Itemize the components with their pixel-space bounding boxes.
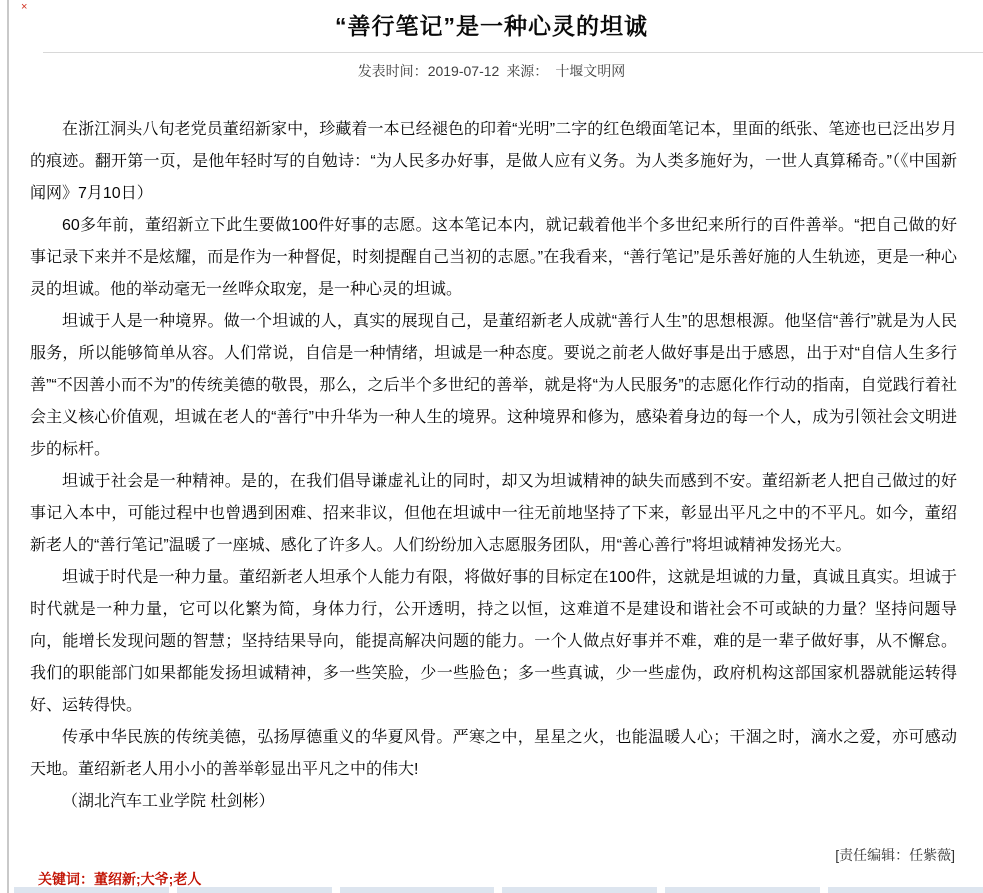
footer-bar-segment xyxy=(14,887,169,893)
footer-bar-segment xyxy=(665,887,820,893)
header-divider xyxy=(43,52,983,53)
source-label: 来源： xyxy=(506,63,549,79)
publish-time-label: 发表时间： xyxy=(357,63,428,79)
footer-bar-segment xyxy=(177,887,332,893)
source-value: 十堰文明网 xyxy=(555,63,626,79)
footer-bar xyxy=(14,887,983,893)
paragraph-closing: 传承中华民族的传统美德，弘扬厚德重义的华夏风骨。严寒之中，星星之火，也能温暖人心；干涸之时，滴水之爱，亦可感动天地。董绍新老人用小小的善举彰显出平凡之中的伟大! xyxy=(30,729,957,778)
publish-time-value: 2019-07-12 xyxy=(427,63,500,79)
footer-bar-segment xyxy=(828,887,983,893)
paragraph-strength: 坦诚于时代是一种力量。董绍新老人坦承个人能力有限，将做好事的目标定在100件，这就是坦诚的力量，真诚且真实。坦诚于时代就是一种力量，它可以化繁为简，身体力行，公开透明，持之以恒，这难道不是建设和谐社会不可或缺的力量？坚持问题导向，能增长发现问题的智慧；坚持结果导向，能提高解决问题的能力。一个人做点好事并不难，难的是一辈子做好事，从不懈怠。我们的职能部门如果都能发扬坦诚精神，多一些笑脸，少一些脸色；多一些真诚，少一些虚伪，政府机构这部国家机器就能运转得好、运转得快。 xyxy=(30,569,957,714)
paragraph-spirit: 坦诚于社会是一种精神。是的，在我们倡导谦虚礼让的同时，却又为坦诚精神的缺失而感到不安。董绍新老人把自己做过的好事记入本中，可能过程中也曾遇到困难、招来非议，但他在坦诚中一往无前地坚持了下来，彰显出平凡之中的不平凡。如今，董绍新老人的“善行笔记”温暖了一座城、感化了许多人。人们纷纷加入志愿服务团队，用“善心善行”将坦诚精神发扬光大。 xyxy=(30,473,957,554)
keywords-value[interactable]: 董绍新;大爷;老人 xyxy=(94,871,202,887)
broken-image-icon: × xyxy=(21,1,28,13)
article-body xyxy=(30,114,957,818)
article-title: “善行笔记”是一种心灵的坦诚 xyxy=(335,13,648,39)
footer-bar-segment xyxy=(340,887,495,893)
paragraph-vow: 60多年前，董绍新立下此生要做100件好事的志愿。这本笔记本内，就记载着他半个多世纪来所行的百件善举。“把自己做的好事记录下来并不是炫耀，而是作为一种督促，时刻提醒自己当初的志愿。”在我看来，“善行笔记”是乐善好施的人生轨迹，更是一种心灵的坦诚。他的举动毫无一丝哗众取宠，是一种心灵的坦诚。 xyxy=(30,217,957,298)
footer-bar-segment xyxy=(502,887,657,893)
keywords-label: 关键词： xyxy=(38,871,94,887)
paragraph-intro: 在浙江洞头八旬老党员董绍新家中，珍藏着一本已经褪色的印着“光明”二字的红色缎面笔记本，里面的纸张、笔迹也已泛出岁月的痕迹。翻开第一页，是他年轻时写的自勉诗：“为人民多办好事，是做人应有义务。为人类多施好为，一世人真算稀奇。”（《中国新闻网》7月10日） xyxy=(30,121,957,202)
article-meta xyxy=(0,61,983,81)
page-left-border xyxy=(7,0,9,893)
paragraph-byline: （湖北汽车工业学院 杜剑彬） xyxy=(62,793,275,810)
keywords-row xyxy=(38,869,201,889)
editor-credit: [责任编辑：任紫薇] xyxy=(835,847,955,863)
paragraph-realm: 坦诚于人是一种境界。做一个坦诚的人，真实的展现自己，是董绍新老人成就“善行人生”的思想根源。他坚信“善行”就是为人民服务，所以能够简单从容。人们常说，自信是一种情绪，坦诚是一种态度。要说之前老人做好事是出于感恩，出于对“自信人生多行善”“不因善小而不为”的传统美德的敬畏，那么，之后半个多世纪的善举，就是将“为人民服务”的志愿化作行动的指南，自觉践行着社会主义核心价值观，坦诚在老人的“善行”中升华为一种人生的境界。这种境界和修为，感染着身边的每一个人，成为引领社会文明进步的标杆。 xyxy=(30,313,957,458)
